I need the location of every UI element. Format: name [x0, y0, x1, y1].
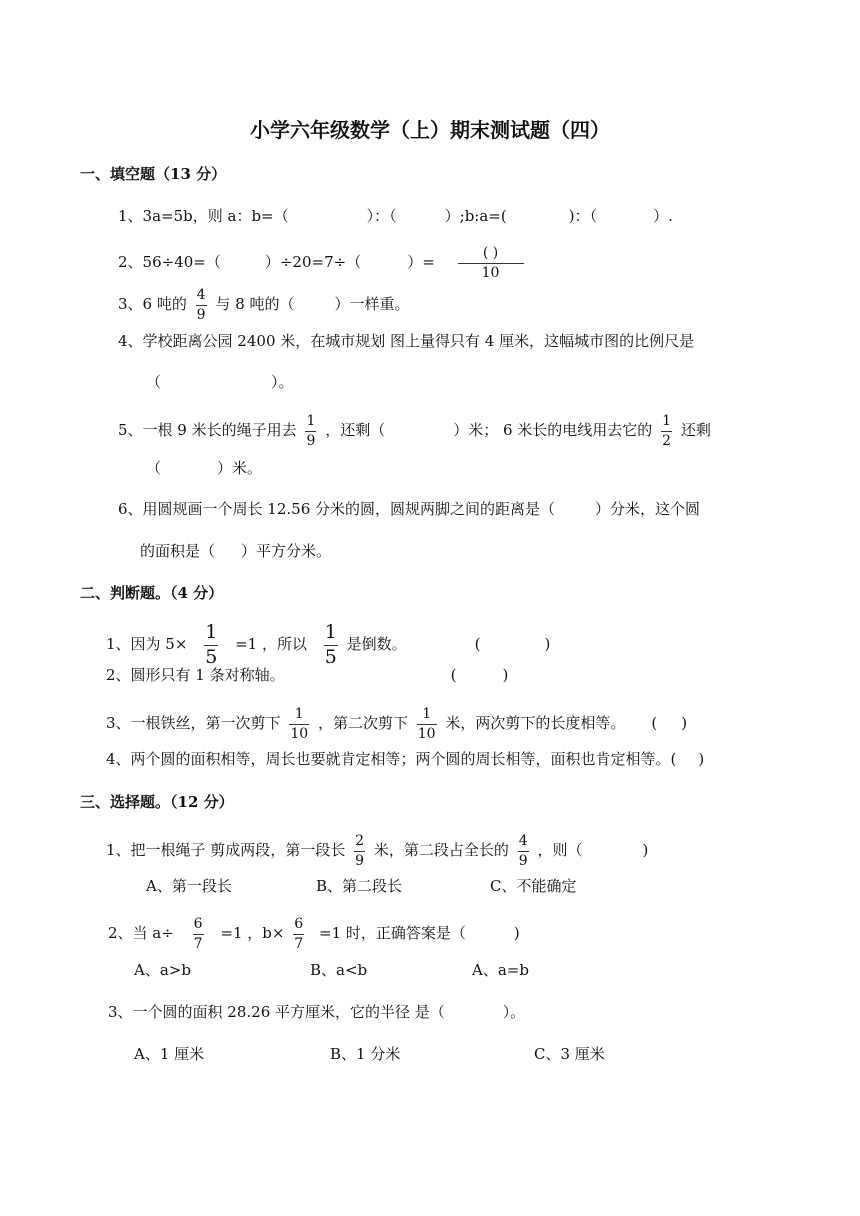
fraction: $\frac{2}{9}$	[355, 833, 365, 869]
text: )：（	[568, 207, 598, 225]
question-2-2	[106, 665, 508, 685]
text: ）平方分米。	[241, 542, 332, 560]
text: ，还剩（	[325, 421, 386, 439]
text: 1、3a=5b，则 a：b=（	[118, 207, 289, 225]
question-1-4: 4、学校距离公园 2400 米，在城市规划 图上量得只有 4 厘米，这幅城市图的比例尺是	[118, 332, 695, 350]
text: 是倒数。	[346, 635, 407, 653]
text: =1 时，正确答案是（	[319, 924, 466, 942]
question-1-3	[118, 288, 410, 322]
question-3-3-option-b: B、1 分米	[330, 1045, 401, 1063]
question-2-4	[106, 749, 704, 769]
text: ）米； 6 米长的电线用去它的	[453, 421, 653, 439]
text: （	[146, 459, 162, 477]
text: 3、一个圆的面积 28.26 平方厘米，它的半径 是（	[108, 1003, 445, 1021]
question-1-6-continued	[140, 541, 331, 561]
text: 与 8 吨的（	[215, 295, 295, 313]
text: (	[651, 714, 658, 732]
text: )	[513, 924, 520, 942]
fraction: $\frac{1}{10}$	[417, 706, 436, 742]
text: ）米。	[217, 459, 263, 477]
text: (	[474, 635, 481, 653]
text: 2、圆形只有 1 条对称轴。	[106, 666, 285, 684]
fraction: $\frac{1}{10}$	[290, 706, 309, 742]
question-3-1	[106, 834, 648, 868]
text: )	[502, 666, 509, 684]
text: 的面积是（	[140, 542, 216, 560]
question-3-2-option-b: B、a<b	[310, 961, 368, 979]
text: 2、56÷40=（	[118, 253, 221, 271]
text: 米，两次剪下的长度相等。	[445, 714, 626, 732]
text: )	[698, 750, 705, 768]
question-3-2-option-a: A、a>b	[134, 961, 191, 979]
question-1-1	[118, 206, 673, 226]
fraction: $\frac{( )}{10}$	[458, 246, 524, 280]
question-3-3-option-a: A、1 厘米	[134, 1045, 205, 1063]
text: =1 ，所以	[235, 635, 307, 653]
text: ，则（	[537, 841, 583, 859]
text: ）.	[653, 207, 673, 225]
fraction: $\frac{1}{5}$	[205, 621, 218, 668]
text: )	[544, 635, 551, 653]
text: )	[681, 714, 688, 732]
question-3-2	[108, 917, 520, 951]
question-2-3	[106, 707, 687, 741]
fraction: $\frac{1}{5}$	[324, 621, 337, 668]
text: 4、两个圆的面积相等，周长也要就肯定相等；两个圆的周长相等，面积也肯定相等。(	[106, 750, 677, 768]
text: （	[146, 373, 162, 391]
text: 还剩	[680, 421, 711, 439]
text: ）。	[502, 1003, 526, 1021]
question-3-1-option-c: C、不能确定	[490, 877, 577, 895]
text: 3、一根铁丝，第一次剪下	[106, 714, 281, 732]
text: =1 ，b×	[220, 924, 285, 942]
question-1-5-answer	[146, 458, 262, 478]
text: ，第二次剪下	[317, 714, 408, 732]
text: ）：（	[366, 207, 397, 225]
question-3-3-option-c: C、3 厘米	[534, 1045, 605, 1063]
text: 3、6 吨的	[118, 295, 187, 313]
text: ）;b:a=(	[444, 207, 507, 225]
fraction: $\frac{4}{9}$	[518, 833, 528, 869]
text: 2、当 a÷	[108, 924, 174, 942]
fraction: $\frac{4}{9}$	[196, 287, 206, 323]
text: 1、因为 5×	[106, 635, 188, 653]
question-1-4-answer	[146, 372, 294, 392]
text: ）分米，这个圆	[595, 500, 701, 518]
text: 1、把一根绳子 剪成两段，第一段长	[106, 841, 346, 859]
question-3-3	[108, 1002, 525, 1022]
fraction: $\frac{6}{7}$	[193, 916, 203, 952]
question-3-1-option-a: A、第一段长	[146, 877, 232, 895]
text: ）一样重。	[334, 295, 410, 313]
text: ）÷20=7÷（	[264, 253, 362, 271]
section-heading-multiple-choice: 三、选择题。（12 分）	[80, 793, 234, 811]
text: 5、一根 9 米长的绳子用去	[118, 421, 297, 439]
section-heading-true-false: 二、判断题。（4 分）	[80, 584, 224, 602]
question-1-5	[118, 414, 711, 448]
question-2-1	[106, 623, 550, 667]
text: 6、用圆规画一个周长 12.56 分米的圆，圆规两脚之间的距离是（	[118, 500, 556, 518]
text: (	[450, 666, 457, 684]
text: ）=	[407, 253, 435, 271]
question-1-6	[118, 499, 700, 519]
section-heading-fill-in: 一、填空题（13 分）	[80, 165, 227, 183]
fraction: $\frac{1}{2}$	[662, 413, 672, 449]
question-3-2-option-c: A、a=b	[472, 961, 529, 979]
text: )	[642, 841, 649, 859]
text: ）。	[271, 373, 294, 391]
fraction: $\frac{1}{9}$	[306, 413, 316, 449]
page-title: 小学六年级数学（上）期末测试题（四）	[250, 118, 610, 142]
text: 米，第二段占全长的	[373, 841, 509, 859]
question-3-1-option-b: B、第二段长	[316, 877, 403, 895]
question-1-2	[118, 246, 528, 280]
fraction: $\frac{6}{7}$	[294, 916, 304, 952]
